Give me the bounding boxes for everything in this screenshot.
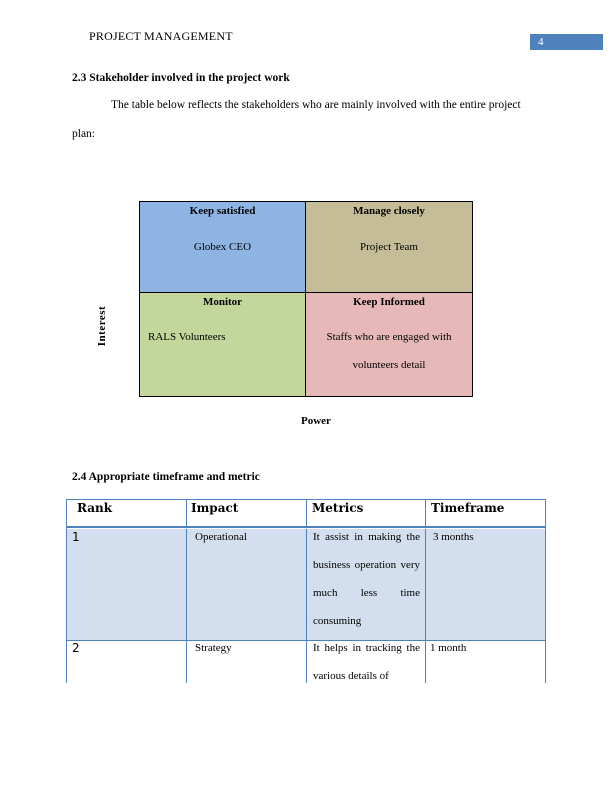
- quadrant-text: Globex CEO: [193, 241, 252, 253]
- cell-rank: 1: [72, 530, 80, 544]
- column-divider: [306, 500, 307, 526]
- section-heading-stakeholders: 2.3 Stakeholder involved in the project work: [72, 72, 290, 84]
- cell-impact: Operational: [195, 531, 247, 543]
- quadrant-text-line1: Staffs who are engaged with: [326, 331, 452, 343]
- column-header-rank: Rank: [77, 501, 113, 515]
- cell-metrics: It helps in tracking the various details of: [313, 642, 420, 682]
- column-divider: [186, 500, 187, 526]
- table-header-row: [67, 500, 545, 528]
- intro-paragraph-line2: plan:: [72, 128, 95, 140]
- quadrant-text: Project Team: [360, 241, 418, 253]
- column-divider: [425, 641, 426, 683]
- quadrant-manage-closely: [306, 202, 472, 293]
- column-header-timeframe: Timeframe: [431, 501, 505, 515]
- column-divider: [306, 529, 307, 640]
- column-divider: [186, 529, 187, 640]
- stakeholder-matrix: [139, 201, 473, 397]
- cell-rank: 2: [72, 641, 80, 655]
- cell-impact: Strategy: [195, 642, 232, 654]
- quadrant-monitor: [140, 293, 306, 396]
- quadrant-title: Keep Informed: [353, 296, 425, 308]
- quadrant-title: Monitor: [202, 296, 243, 308]
- cell-metrics: It assist in making the business operation very much less time consuming: [313, 531, 420, 627]
- column-divider: [425, 529, 426, 640]
- table-row: [67, 529, 545, 641]
- column-header-impact: Impact: [191, 501, 239, 515]
- column-divider: [306, 641, 307, 683]
- quadrant-text: RALS Volunteers: [148, 331, 226, 343]
- cell-timeframe: 1 month: [430, 642, 467, 654]
- y-axis-label: Interest: [96, 305, 108, 347]
- cell-timeframe: 3 months: [433, 531, 474, 543]
- quadrant-title: Keep satisfied: [189, 205, 256, 217]
- section-heading-timeframe: 2.4 Appropriate timeframe and metric: [72, 471, 260, 483]
- quadrant-text-line2: volunteers detail: [352, 359, 426, 371]
- table-row: [67, 641, 545, 683]
- quadrant-keep-informed: [306, 293, 472, 396]
- running-header: PROJECT MANAGEMENT: [89, 29, 233, 43]
- timeframe-metric-table: [66, 499, 546, 683]
- intro-paragraph-line1: The table below reflects the stakeholders who are mainly involved with the entire project: [111, 99, 521, 111]
- column-divider: [425, 500, 426, 526]
- x-axis-label: Power: [301, 415, 331, 427]
- quadrant-title: Manage closely: [353, 205, 425, 217]
- quadrant-keep-satisfied: [140, 202, 306, 293]
- column-divider: [186, 641, 187, 683]
- page-number-badge: 4: [530, 34, 603, 50]
- column-header-metrics: Metrics: [312, 501, 364, 515]
